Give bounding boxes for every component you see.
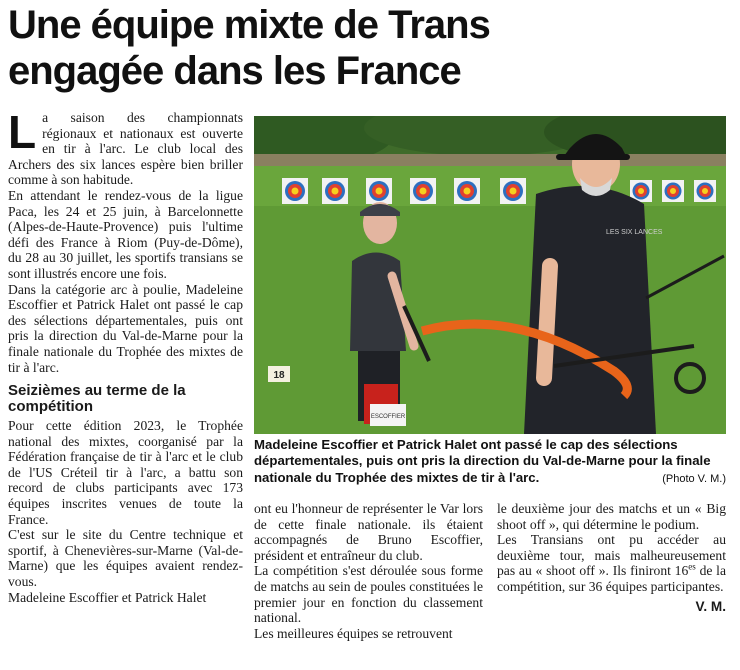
ordinal-suffix: es	[688, 561, 696, 572]
article-column-3	[497, 501, 726, 614]
club-shirt-text: LES SIX LANCES	[606, 229, 663, 236]
column-3-paragraph-2-text: Les Transians ont pu accéder au deuxième tour, mais malheureusement pas au « shoot off ». Ils finiront 16	[497, 532, 726, 579]
column-2-paragraph-3: Les meilleures équipes se retrouvent	[254, 625, 453, 641]
author-signature: V. M.	[695, 598, 726, 614]
archer-name-tag: ESCOFFIER	[370, 414, 406, 420]
lead-paragraph-3: Dans la catégorie arc à poulie, Madeleine Escoffier et Patrick Halet ont passé le cap des sélections départementales, puis ont pris la direction du Val-de-Marne pour la finale nationale du Trophée des mixtes de tir à l'arc.	[8, 281, 243, 375]
lead-paragraph-1	[8, 106, 243, 188]
section-paragraph-1: Pour cette édition 2023, le Trophée national des mixtes, coorganisé par la Fédération française de tir à l'arc et le club de l'US Créteil tir à l'arc, a battu son record de clubs participants avec 173 équipes inscrites venues de toute la France.	[8, 418, 243, 527]
column-3-paragraph-2-end: de la compétition, sur 36 équipes participantes.	[497, 563, 726, 594]
headline-line-2: engagée dans les France	[8, 49, 461, 93]
section-paragraph-2: C'est sur le site du Centre technique et sportif, à Chenevières-sur-Marne (Val-de-Marne) que les équipes avaient rendez-vous.	[8, 527, 243, 590]
lead-paragraph-1-text: a saison des championnats régionaux et nationaux est ouverte en tir à l'arc. Le club local des Archers des six lances espère bien briller comme à son habitude.	[8, 110, 243, 188]
section-subhead: Seizièmes au terme de la compétition	[8, 382, 186, 416]
headline	[8, 2, 732, 94]
photo-credit: (Photo V. M.)	[662, 472, 726, 485]
article-column-1	[8, 106, 243, 605]
column-2-paragraph-2: La compétition s'est déroulée sous forme de matchs au sein de poules constituées le premier jour en fonction du classement national.	[254, 563, 483, 626]
column-2-paragraph-1: ont eu l'honneur de représenter le Var lors de cette finale nationale. ils étaient accompagnés de Bruno Escoffier, président et entraîneur du club.	[254, 501, 483, 563]
article-column-2	[254, 501, 483, 641]
photo-caption	[254, 437, 726, 487]
drop-cap: L	[8, 106, 37, 158]
archers-photo-illustration	[254, 116, 726, 434]
column-3-paragraph-1: le deuxième jour des matchs et un « Big shoot off », qui détermine le podium.	[497, 501, 726, 532]
distance-marker-label: 18	[273, 370, 285, 381]
lead-paragraph-2: En attendant le rendez-vous de la ligue Paca, les 24 et 25 juin, à Barcelonnette (Alpes-de-Haute-Provence) puis l'ultime défi des France à Riom (Puy-de-Dôme), du 28 au 30 juillet, les sportifs transians se sont illustrés encore une fois.	[8, 187, 243, 281]
photo-caption-text: Madeleine Escoffier et Patrick Halet ont passé le cap des sélections départementales, puis ont pris la direction du Val-de-Marne pour la finale nationale du Trophée des mixtes de tir à l'arc.	[254, 437, 711, 485]
article-photo	[254, 116, 726, 434]
section-paragraph-3: Madeleine Escoffier et Patrick Halet	[8, 589, 207, 605]
column-3-paragraph-2	[497, 532, 726, 594]
headline-line-1: Une équipe mixte de Trans	[8, 3, 490, 47]
